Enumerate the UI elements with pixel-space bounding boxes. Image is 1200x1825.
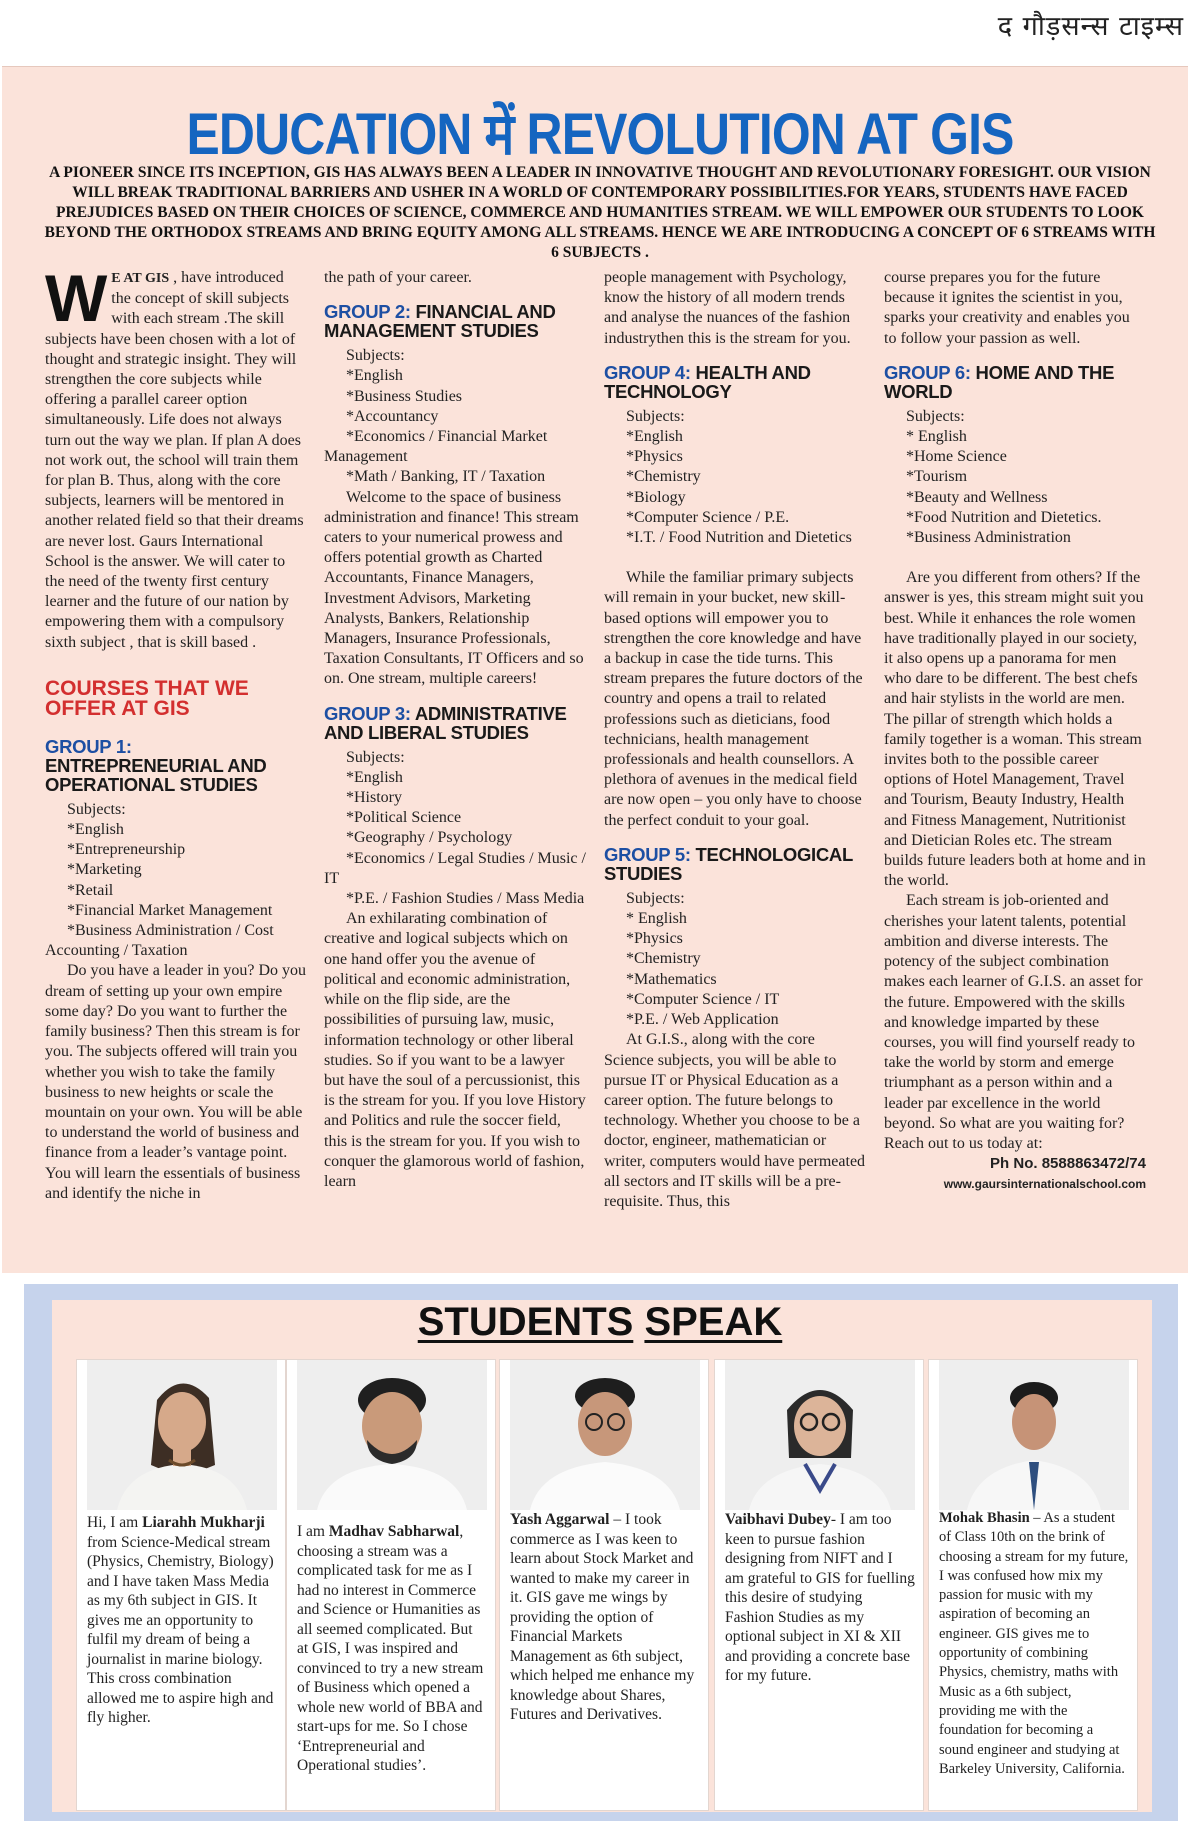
student-portrait-image	[725, 1360, 915, 1510]
subject-item: * English	[626, 910, 687, 928]
intro-paragraph: A PIONEER SINCE ITS INCEPTION, GIS HAS ALWAYS BEEN A LEADER IN INNOVATIVE THOUGHT AND REVOLUTIONARY FORESIGHT. OUR VISION WILL BREAK TRADITIONAL BARRIERS AND USHER IN A WORLD OF CONTEMPORARY POSSIBILITIES.FOR YEARS, STUDENTS HAVE FACED PREJUDICES BASED ON THEIR CHOICES OF SCIENCE, COMMERCE AND HUMANITIES STREAM. WE WILL EMPOWER OUR STUDENTS TO LOOK BEYOND THE ORTHODOX STREAMS AND BRING EQUITY AMONG ALL STREAMS. HENCE WE ARE INTRODUCING A CONCEPT OF 6 STREAMS WITH 6 SUBJECTS .	[44, 164, 1156, 261]
spacer	[604, 548, 866, 568]
subject-item: *Home Science	[906, 448, 1007, 466]
student-portrait-image	[87, 1360, 277, 1510]
subject-item: *Tourism	[906, 468, 968, 486]
quote-text: - I am too keen to pursue fashion designing from NIFT and I am grateful to GIS for fuelling this desire of studying Fashion Studies as my optional subject in XI & XII and providing a concrete base for my future.	[725, 1511, 915, 1684]
closing-paragraph: Each stream is job-oriented and cherishes your latent talents, potential ambition and diverse interests. The potency of the subject combination makes each learner of G.I.S. an asset for the future. Empowered with the skills and knowledge imparted by these courses, you will find yourself ready to take the world by storm and emerge triumphant as a person within and a leader par excellence in the world beyond. So what are you waiting for? Reach out to us today at:	[884, 892, 1143, 1152]
subject-item: *Business Administration	[906, 529, 1071, 547]
group-6-number: GROUP 6:	[884, 361, 971, 383]
group-4-number: GROUP 4:	[604, 361, 691, 383]
subject-item: *Physics	[626, 448, 683, 466]
subjects-label: Subjects:	[67, 800, 126, 818]
group-3-number: GROUP 3:	[324, 702, 411, 724]
lead-text: , have introduced the concept of skill subjects with each stream .The skill subjects have been chosen with a lot of thought and strategic insight. They will strengthen the core subjects while offering a parallel career option simultaneously. Life does not always turn out the way we plan. If plan A does not work out, the school will train them for plan B. Thus, along with the core subjects, learners will be mentored in another related field so that their dreams are never lost. Gaurs International School is the answer. We will cater to the need of the twenty first century learner and the future of our nation by empowering them with a compulsory sixth subject , that is skill based .	[45, 269, 304, 651]
group-1-number: GROUP 1:	[45, 735, 132, 757]
student-card	[286, 1359, 496, 1811]
subjects-label: Subjects:	[346, 748, 405, 766]
quote-text: – I took commerce as I was keen to learn about Stock Market and wanted to make my career in it. GIS gave me wings by providing the option of Financial Markets Management as 6th subject, which helped me enhance my knowledge about Shares, Futures and Derivatives.	[510, 1511, 695, 1723]
subject-item: *Business Studies	[346, 387, 463, 405]
subject-item: *Economics / Legal Studies / Music / IT	[324, 849, 586, 887]
group-6-heading	[884, 363, 1146, 401]
group-4-description: While the familiar primary subjects will remain in your bucket, new skill-based options will empower you to strengthen the core knowledge and have a backup in case the tide turns. This stream prepares the future doctors of the country and opens a trail to related professions such as dieticians, food technicians, health management professionals and health counsellors. A plethora of avenues in the medical field are now open – you only have to choose the perfect conduit to your goal.	[604, 569, 863, 829]
student-portrait-image	[939, 1360, 1129, 1510]
group-5-heading	[604, 845, 866, 883]
subject-item: *Chemistry	[626, 950, 701, 968]
quote-prefix: I am	[297, 1523, 329, 1540]
subject-item: *Chemistry	[626, 468, 701, 486]
student-card	[928, 1359, 1138, 1811]
subjects-label: Subjects:	[906, 407, 965, 425]
group-5-description: At G.I.S., along with the core Science subjects, you will be able to pursue IT or Physical Education as a career option. The future belongs to technology. Whether you choose to be a doctor, engineer, mathematician or writer, computers would have permeated all sectors and IT skills will be a pre-requisite. Thus, this	[604, 1031, 866, 1210]
student-card	[499, 1359, 709, 1811]
subject-item: *Economics / Financial Market Management	[324, 428, 548, 466]
student-photo	[87, 1360, 277, 1510]
subject-item: *Mathematics	[626, 970, 717, 988]
student-quote	[725, 1510, 915, 1686]
headline: EDUCATION में REVOLUTION AT GIS	[186, 102, 1014, 167]
group-3-title: ADMINISTRATIVE AND LIBERAL STUDIES	[324, 702, 567, 743]
subject-item: *I.T. / Food Nutrition and Dietetics	[626, 529, 852, 547]
subject-item: *Math / Banking, IT / Taxation	[346, 468, 546, 486]
subject-item: *English	[67, 821, 124, 839]
student-quote	[297, 1522, 487, 1776]
group-2-title: FINANCIAL AND MANAGEMENT STUDIES	[324, 301, 556, 342]
quote-prefix: Hi, I am	[87, 1514, 143, 1531]
subject-item: *Geography / Psychology	[346, 829, 513, 847]
subjects-label: Subjects:	[626, 889, 685, 907]
subject-item: *Biology	[626, 488, 686, 506]
group-4-title: HEALTH AND TECHNOLOGY	[604, 361, 811, 402]
subject-item: *Entrepreneurship	[67, 841, 186, 859]
subject-item: * English	[906, 428, 967, 446]
subject-item: *Accountancy	[346, 407, 439, 425]
article-column-4	[884, 268, 1146, 1195]
group-6-title: HOME AND THE WORLD	[884, 361, 1115, 402]
subject-item: *Retail	[67, 881, 114, 899]
student-portrait-image	[510, 1360, 700, 1510]
quote-text: , choosing a stream was a complicated task for me as I had no interest in Commerce and Science or Humanities as all seemed complicated. But at GIS, I was inspired and convinced to try a new stream of Business which opened a whole new world of BBA and start-ups for me. So I chose ‘Entrepreneurial and Operational studies’.	[297, 1523, 484, 1774]
courses-heading: COURSES THAT WE OFFER AT GIS	[45, 676, 249, 720]
group-6-description: Are you different from others? If the answer is yes, this stream might suit you best. While it enhances the role women have traditionally played in our society, it also opens up a panorama for men who dare to be different. The best chefs and hair stylists in the world are men. The pillar of strength which holds a family together is a woman. This stream invites both to the possible career options of Hotel Management, Travel and Tourism, Beauty Industry, Health and Fitness Management, Nutritionist and Dietician Roles etc. The stream builds future leaders both at home and in the world.	[884, 569, 1146, 890]
title-word-1: STUDENTS	[417, 1300, 634, 1344]
subject-item: *English	[346, 367, 403, 385]
continued-text: course prepares you for the future because it ignites the scientist in you, sparks your creativity and enables you to follow your passion as well.	[884, 269, 1130, 347]
spacer	[884, 548, 1146, 568]
subject-item: *Business Administration / Cost Accounting / Taxation	[45, 922, 274, 960]
subject-item: *Marketing	[67, 861, 142, 879]
student-card	[76, 1359, 286, 1811]
student-name: Madhav Sabharwal	[328, 1523, 460, 1540]
subject-item: *English	[626, 428, 683, 446]
group-5-number: GROUP 5:	[604, 843, 691, 865]
article-column-2	[324, 268, 586, 1192]
masthead: द गौड़सन्स टाइम्स	[997, 11, 1184, 42]
subject-item: *Food Nutrition and Dietetics.	[906, 508, 1102, 526]
students-speak-title	[0, 1300, 1200, 1345]
student-name: Liarahh Mukharji	[142, 1514, 265, 1531]
article-column-1	[45, 261, 307, 1204]
group-3-description: An exhilarating combination of creative and logical subjects which on one hand offer you the avenue of political and economic administration, while on the flip side, are the possibilities of pursuing law, music, information technology or other liberal studies. So if you want to be a lawyer but have the soul of a percussionist, this is the stream for you. If you love History and Politics and rule the soccer field, this is the stream for you. If you wish to conquer the glamorous world of fashion, learn	[324, 910, 586, 1190]
phone-number: Ph No. 8588863472/74	[990, 1155, 1146, 1173]
student-card	[714, 1359, 924, 1811]
student-photo	[510, 1360, 700, 1510]
subject-item: *Political Science	[346, 809, 462, 827]
group-3-heading	[324, 704, 586, 742]
subject-item: *Computer Science / IT	[626, 990, 780, 1008]
quote-text: from Science-Medical stream (Physics, Chemistry, Biology) and I have taken Mass Media as my 6th subject in GIS. It gives me an opportunity to fulfil my dream of being a journalist in marine biology. This cross combination allowed me to aspire high and fly higher.	[87, 1533, 274, 1726]
subjects-label: Subjects:	[626, 407, 685, 425]
article-column-3	[604, 268, 866, 1212]
student-name: Mohak Bhasin	[939, 1510, 1030, 1526]
subject-item: *Beauty and Wellness	[906, 488, 1048, 506]
group-2-description: Welcome to the space of business administration and finance! This stream caters to your numerical prowess and offers potential growth as Charted Accountants, Finance Managers, Investment Advisors, Marketing Analysts, Bankers, Relationship Managers, Insurance Professionals, Taxation Consultants, IT Officers and so on. One stream, multiple careers!	[324, 488, 584, 688]
drop-cap: W	[45, 261, 108, 335]
subject-item: *History	[346, 789, 402, 807]
student-photo	[725, 1360, 915, 1510]
student-quote	[939, 1509, 1129, 1779]
subject-item: *Computer Science / P.E.	[626, 508, 790, 526]
website-link[interactable]: www.gaursinternationalschool.com	[943, 1177, 1146, 1192]
group-2-number: GROUP 2:	[324, 301, 411, 323]
lead-paragraph	[45, 261, 307, 653]
quote-text: – As a student of Class 10th on the brink of choosing a stream for my future, I was confused how mix my passion for music with my aspiration of becoming an engineer. GIS gives me to opportunity of combining Physics, chemistry, maths with Music as a 6th subject, providing me with the foundation for becoming a sound engineer and studying at Barkeley University, California.	[939, 1510, 1129, 1777]
title-word-2: SPEAK	[644, 1300, 783, 1344]
group-1-heading	[45, 737, 307, 794]
subjects-label: Subjects:	[346, 347, 405, 365]
lead-bold: E AT GIS	[111, 271, 170, 286]
subject-item: *Physics	[626, 930, 683, 948]
continued-text: the path of your career.	[324, 269, 472, 286]
continued-text: people management with Psychology, know the history of all modern trends and analyse the nuances of the fashion industrythen this is the stream for you.	[604, 269, 851, 347]
group-4-heading	[604, 363, 866, 401]
student-name: Vaibhavi Dubey	[725, 1511, 831, 1528]
student-name: Yash Aggarwal	[510, 1511, 610, 1528]
subject-item: *English	[346, 768, 403, 786]
student-photo	[297, 1360, 487, 1510]
student-portrait-image	[297, 1360, 487, 1510]
student-quote	[87, 1513, 277, 1728]
group-2-heading	[324, 302, 586, 340]
group-1-title: ENTREPRENEURIAL AND OPERATIONAL STUDIES	[45, 754, 267, 795]
subject-item: *Financial Market Management	[67, 901, 273, 919]
subject-item: *P.E. / Fashion Studies / Mass Media	[346, 890, 585, 908]
student-quote	[510, 1510, 700, 1725]
subject-item: *P.E. / Web Application	[626, 1011, 779, 1029]
student-photo	[939, 1360, 1129, 1510]
group-5-title: TECHNOLOGICAL STUDIES	[604, 843, 853, 884]
group-1-description: Do you have a leader in you? Do you dream of setting up your own empire some day? Do you want to further the family business? Then this stream is for you. The subjects offered will train you whether you wish to take the family business to new heights or scale the mountain on your own. You will be able to understand the world of business and finance from a leader’s vantage point. You will learn the essentials of business and identify the niche in	[45, 962, 307, 1202]
